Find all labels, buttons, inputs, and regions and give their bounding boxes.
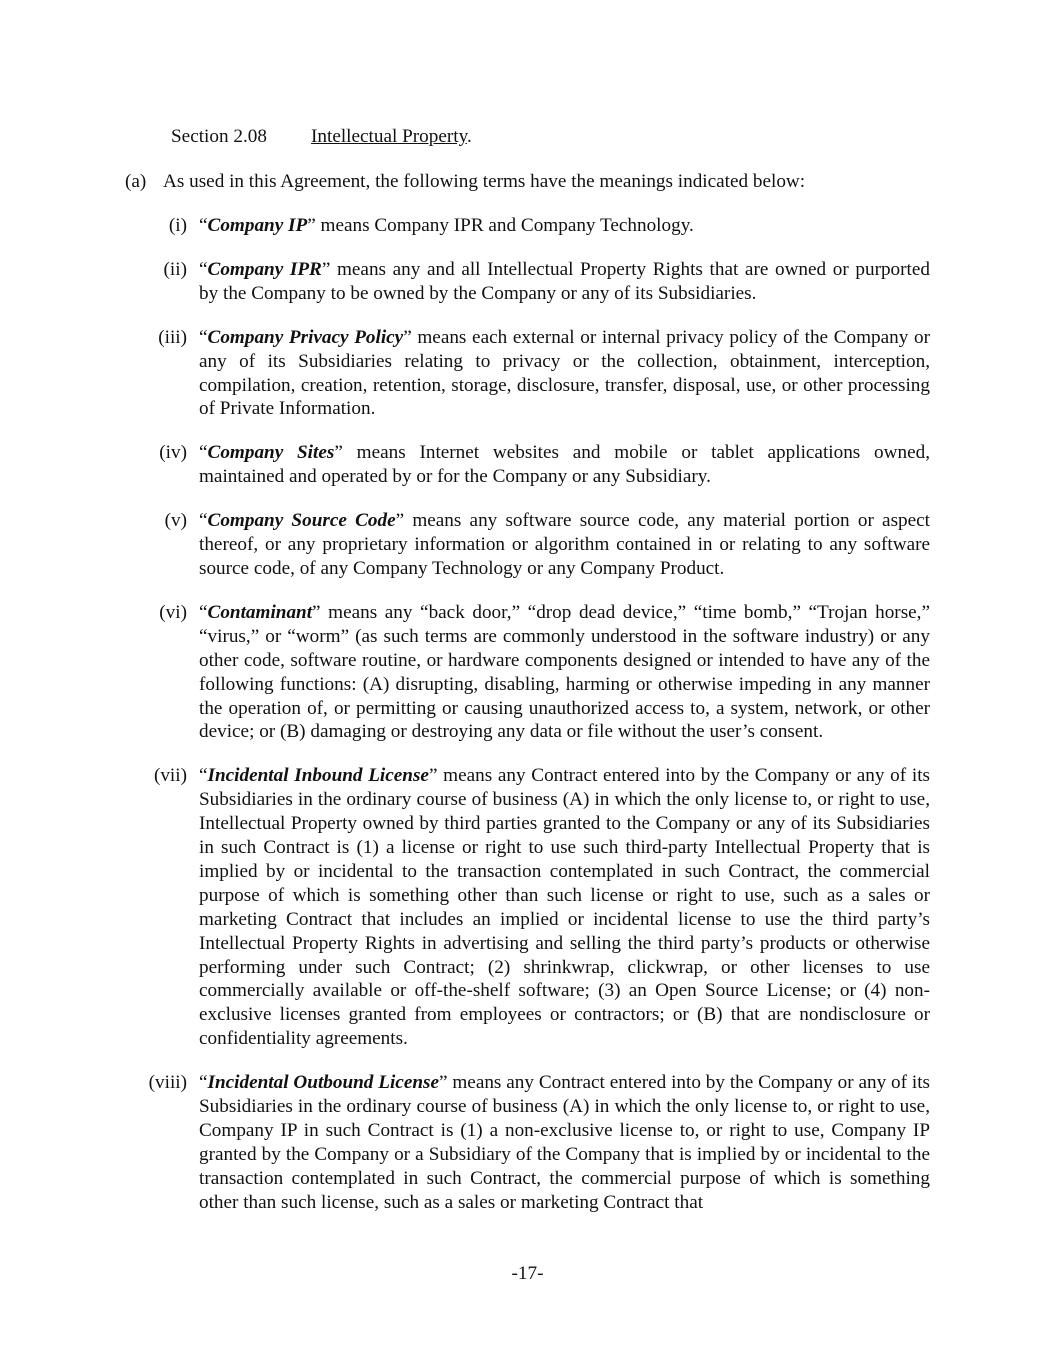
definition-text	[199, 601, 930, 744]
definition-rest: ” means Company IPR and Company Technology.	[307, 215, 694, 236]
definition-item	[0, 764, 1055, 1051]
defined-term: Company IPR	[207, 258, 322, 280]
open-quote: “	[199, 510, 208, 532]
definition-numeral: (iii)	[158, 326, 187, 348]
definition-numeral: (v)	[164, 510, 187, 532]
definition-item	[0, 601, 1055, 744]
definition-text	[199, 258, 930, 306]
definitions-list	[0, 214, 1055, 1235]
open-quote: “	[199, 258, 208, 280]
definition-rest: ” means any and all Intellectual Property Rights that are owned or purported by the Company to be owned by the Company or any of its Subsidiaries.	[199, 258, 930, 304]
open-quote: “	[199, 442, 208, 464]
defined-term: Company Source Code	[207, 510, 396, 532]
defined-term: Incidental Inbound License	[207, 765, 429, 787]
section-title: Intellectual Property	[311, 126, 467, 147]
definition-rest: ” means Internet websites and mobile or tablet applications owned, maintained and operated by or for the Company or any Subsidiary.	[199, 442, 930, 488]
open-quote: “	[199, 1072, 208, 1094]
definition-text	[199, 509, 930, 581]
definition-text	[199, 214, 930, 238]
definition-rest: ” means each external or internal privacy policy of the Company or any of its Subsidiaries relating to privacy or the collection, obtainment, interception, compilation, creation, retention, storage, disclosure, transfer, disposal, use, or other processing of Private Information.	[199, 326, 930, 420]
definition-numeral: (i)	[168, 215, 187, 236]
definition-item	[0, 214, 1055, 238]
definition-item	[0, 258, 1055, 306]
section-heading	[171, 125, 472, 149]
paragraph-a	[125, 170, 805, 194]
definition-item	[0, 1071, 1055, 1214]
paragraph-a-text: As used in this Agreement, the following terms have the meanings indicated below:	[163, 171, 806, 192]
definition-item	[0, 441, 1055, 489]
section-title-period: .	[466, 126, 472, 147]
defined-term: Company Sites	[207, 442, 335, 464]
definition-numeral: (vi)	[159, 601, 187, 623]
open-quote: “	[199, 765, 208, 787]
definition-rest: ” means any software source code, any material portion or aspect thereof, or any proprietary information or algorithm contained in or relating to any software source code, of any Company Technology or any Company Product.	[199, 510, 930, 579]
definition-numeral: (vii)	[153, 765, 187, 787]
definition-numeral: (ii)	[163, 258, 187, 280]
defined-term: Company IP	[207, 215, 308, 236]
open-quote: “	[199, 601, 208, 623]
definition-text	[199, 441, 930, 489]
definition-rest: ” means any “back door,” “drop dead device,” “time bomb,” “Trojan horse,” “virus,” or “worm” (as such terms are commonly understood in the software industry) or any other code, software routine, or hardware components designed or intended to have any of the following functions: (A) disrupting, disabling, harming or otherwise impeding in any manner the operation of, or permitting or causing unauthorized access to, a system, network, or other device; or (B) damaging or destroying any data or file without the user’s consent.	[199, 601, 930, 743]
defined-term: Company Privacy Policy	[207, 326, 404, 348]
definition-numeral: (iv)	[159, 442, 187, 464]
defined-term: Incidental Outbound License	[207, 1072, 439, 1094]
open-quote: “	[199, 215, 208, 236]
definition-item	[0, 326, 1055, 422]
definition-text	[199, 764, 930, 1051]
definition-rest: ” means any Contract entered into by the Company or any of its Subsidiaries in the ordinary course of business (A) in which the only license to, or right to use, Intellectual Property owned by third parties granted to the Company or any of its Subsidiaries in such Contract is (1) a license or right to use such third-party Intellectual Property that is implied by or incidental to the transaction contemplated in such Contract, the commercial purpose of which is something other than such license or right to use, such as a sales or marketing Contract that includes an implied or incidental license to use the third party’s Intellectual Property Rights in advertising and selling the third party’s products or otherwise performing under such Contract; (2) shrinkwrap, clickwrap, or other licenses to use commercially available or off-the-shelf software; (3) an Open Source License; or (4) non-exclusive licenses granted from employees or contractors; or (B) that are nondisclosure or confidentiality agreements.	[199, 765, 930, 1050]
paragraph-a-marker: (a)	[125, 171, 147, 192]
defined-term: Contaminant	[207, 601, 313, 623]
definition-rest: ” means any Contract entered into by the Company or any of its Subsidiaries in the ordinary course of business (A) in which the only license to, or right to use, Company IP in such Contract is (1) a non-exclusive license to, or right to use, Company IP granted by the Company or a Subsidiary of the Company that is implied by or incidental to the transaction contemplated in such Contract, the commercial purpose of which is something other than such license, such as a sales or marketing Contract that	[199, 1072, 930, 1213]
definition-text	[199, 326, 930, 422]
page-number: -17-	[511, 1263, 544, 1284]
definition-text	[199, 1071, 930, 1214]
section-number: Section 2.08	[171, 126, 267, 147]
definition-item	[0, 509, 1055, 581]
open-quote: “	[199, 326, 208, 348]
definition-numeral: (viii)	[148, 1072, 187, 1094]
